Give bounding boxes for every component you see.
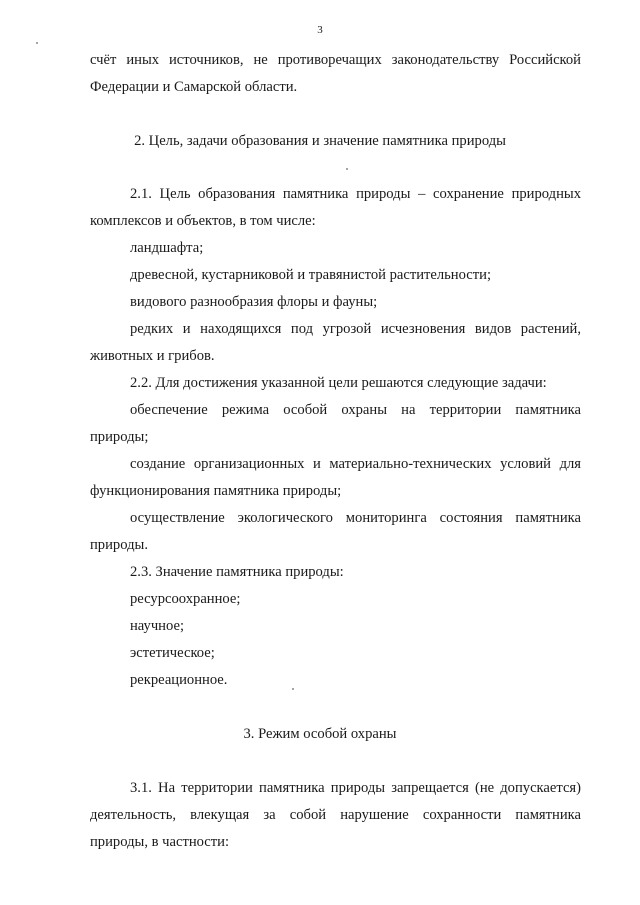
paragraph-line: природы;	[90, 429, 149, 445]
paragraph-line: Федерации и Самарской области.	[90, 79, 298, 95]
paragraph-line: счёт иных источников, не противоречащих законодательству Российской	[90, 52, 581, 68]
list-item: ландшафта;	[130, 240, 204, 256]
paragraph-line: животных и грибов.	[90, 348, 215, 364]
list-item: древесной, кустарниковой и травянистой растительности;	[130, 267, 491, 283]
paragraph-line: 3.1. На территории памятника природы запрещается (не допускается)	[130, 780, 581, 796]
section-heading: 2. Цель, задачи образования и значение памятника природы	[134, 133, 506, 149]
paragraph-line: комплексов и объектов, в том числе:	[90, 213, 316, 229]
scan-speck	[292, 688, 294, 690]
list-item: ресурсоохранное;	[130, 591, 241, 607]
paragraph-line: природы, в частности:	[90, 834, 230, 850]
list-item: видового разнообразия флоры и фауны;	[130, 294, 378, 310]
scan-speck	[36, 42, 38, 44]
paragraph-line: природы.	[90, 537, 148, 553]
list-item: рекреационное.	[130, 672, 228, 688]
list-item: эстетическое;	[130, 645, 215, 661]
scan-speck	[346, 168, 348, 170]
paragraph-line: функционирования памятника природы;	[90, 483, 342, 499]
list-item: редких и находящихся под угрозой исчезновения видов растений,	[130, 321, 581, 337]
list-item: научное;	[130, 618, 184, 634]
paragraph-line: 2.1. Цель образования памятника природы – сохранение природных	[130, 186, 581, 202]
paragraph-line: 2.2. Для достижения указанной цели решаются следующие задачи:	[130, 375, 547, 391]
paragraph-line: деятельность, влекущая за собой нарушение сохранности памятника	[90, 807, 581, 823]
list-item: создание организационных и материально-технических условий для	[130, 456, 581, 472]
list-item: обеспечение режима особой охраны на территории памятника	[130, 402, 581, 418]
page-number: 3	[317, 24, 323, 36]
list-item: осуществление экологического мониторинга состояния памятника	[130, 510, 581, 526]
section-heading: 3. Режим особой охраны	[243, 726, 397, 742]
paragraph-line: 2.3. Значение памятника природы:	[130, 564, 344, 580]
